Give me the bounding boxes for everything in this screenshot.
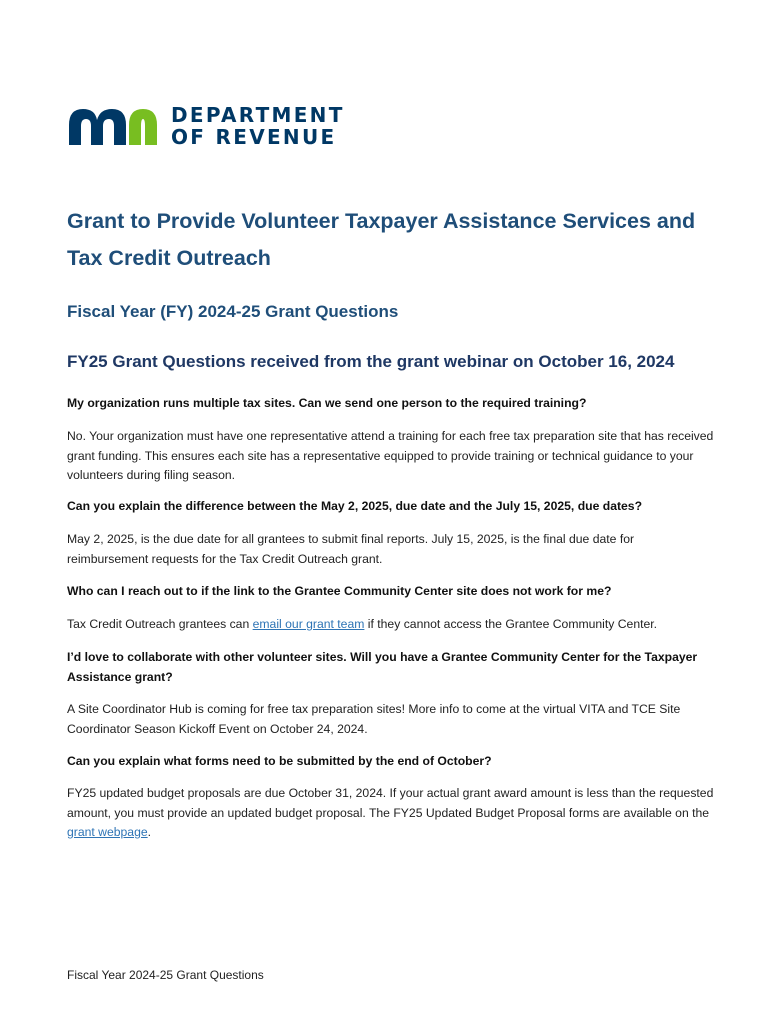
document-subtitle: Fiscal Year (FY) 2024-25 Grant Questions	[67, 302, 399, 321]
question-1: My organization runs multiple tax sites. Can we send one person to the required training?	[67, 396, 587, 410]
department-of-revenue-wordmark	[171, 104, 345, 148]
logo-line-1: DEPARTMENT	[171, 103, 345, 127]
mn-revenue-logo	[67, 104, 345, 148]
mn-logo-icon	[67, 105, 159, 147]
section-heading: FY25 Grant Questions received from the grant webinar on October 16, 2024	[67, 352, 675, 371]
answer-3: Tax Credit Outreach grantees can email our grant team if they cannot access the Grantee Community Center.	[67, 617, 658, 631]
grant-webpage-link[interactable]: grant webpage	[67, 825, 148, 839]
logo-line-2: OF REVENUE	[171, 125, 337, 149]
page-footer: Fiscal Year 2024-25 Grant Questions	[67, 968, 264, 982]
question-2: Can you explain the difference between the May 2, 2025, due date and the July 15, 2025, due dates?	[67, 499, 643, 513]
document-title: Grant to Provide Volunteer Taxpayer Assistance Services and Tax Credit Outreach	[67, 209, 696, 270]
question-3: Who can I reach out to if the link to the Grantee Community Center site does not work for me?	[67, 584, 612, 598]
answer-1: No. Your organization must have one representative attend a training for each free tax preparation site that has received grant funding. This ensures each site has a representative equipped to provide training or technical guidance to your volunteers during filing season.	[67, 429, 714, 482]
answer-4: A Site Coordinator Hub is coming for free tax preparation sites! More info to come at the virtual VITA and TCE Site Coordinator Season Kickoff Event on October 24, 2024.	[67, 702, 681, 736]
question-5: Can you explain what forms need to be submitted by the end of October?	[67, 754, 492, 768]
answer-2: May 2, 2025, is the due date for all grantees to submit final reports. July 15, 2025, is the final due date for reimbursement requests for the Tax Credit Outreach grant.	[67, 532, 635, 566]
email-grant-team-link[interactable]: email our grant team	[252, 617, 365, 631]
answer-5: FY25 updated budget proposals are due October 31, 2024. If your actual grant award amount is less than the requested amount, you must provide an updated budget proposal. The FY25 Updated Budget Proposal forms are available on the grant webpage.	[67, 786, 714, 839]
question-4: I’d love to collaborate with other volunteer sites. Will you have a Grantee Community Center for the Taxpayer Assistance grant?	[67, 650, 698, 684]
